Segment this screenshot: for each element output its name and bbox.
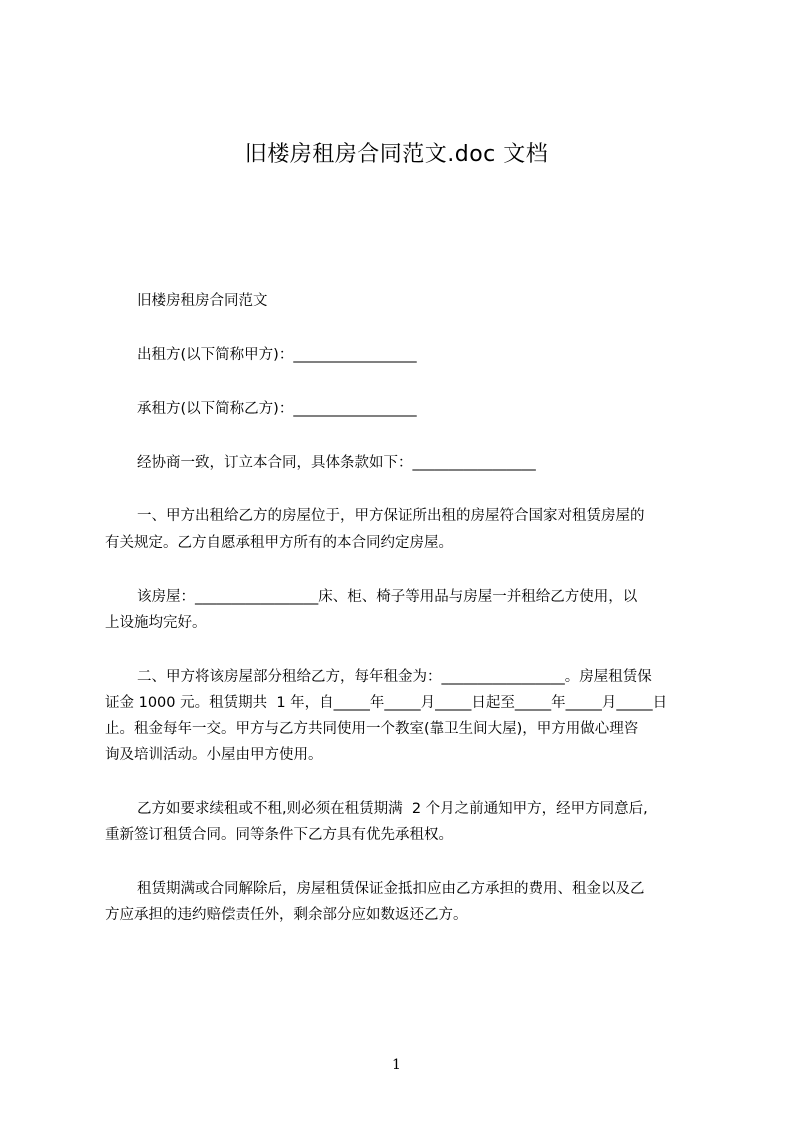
- agreement-line: 经协商一致，订立本合同，具体条款如下：_________________: [137, 455, 536, 471]
- renewal-line-2: 重新签订租赁合同。同等条件下乙方具有优先承租权。: [105, 827, 453, 843]
- clause-2-line-2: 证金 1000 元。租赁期共 1 年，自_____年_____月_____日起至_____年_____月_____日: [105, 695, 668, 711]
- termination-line-2: 方应承担的违约赔偿责任外，剩余部分应如数返还乙方。: [105, 907, 468, 923]
- clause-2-line-4: 询及培训活动。小屋由甲方使用。: [105, 747, 323, 763]
- renewal-line-1: 乙方如要求续租或不租,则必须在租赁期满 2 个月之前通知甲方，经甲方同意后,: [137, 801, 648, 817]
- furnishing-line-2: 上设施均完好。: [105, 615, 207, 631]
- clause-2-line-1: 二、甲方将该房屋部分租给乙方，每年租金为：_________________。房屋租赁保: [137, 669, 652, 685]
- clause-1-line-1: 一、甲方出租给乙方的房屋位于，甲方保证所出租的房屋符合国家对租赁房屋的: [137, 508, 645, 524]
- termination-line-1: 租赁期满或合同解除后，房屋租赁保证金抵扣应由乙方承担的费用、租金以及乙: [137, 881, 645, 897]
- page-number: 1: [392, 1057, 401, 1073]
- lessor-line: 出租方(以下简称甲方)：_________________: [137, 347, 417, 363]
- subtitle-line: 旧楼房租房合同范文: [137, 293, 268, 309]
- clause-1-line-2: 有关规定。乙方自愿承租甲方所有的本合同约定房屋。: [105, 535, 453, 551]
- furnishing-line-1: 该房屋：_________________床、柜、椅子等用品与房屋一并租给乙方使用，以: [137, 589, 638, 605]
- lessee-line: 承租方(以下简称乙方)：_________________: [137, 401, 417, 417]
- document-title: 旧楼房租房合同范文.doc 文档: [244, 142, 549, 167]
- clause-2-line-3: 止。租金每年一交。甲方与乙方共同使用一个教室(靠卫生间大屋)，甲方用做心理咨: [105, 721, 639, 737]
